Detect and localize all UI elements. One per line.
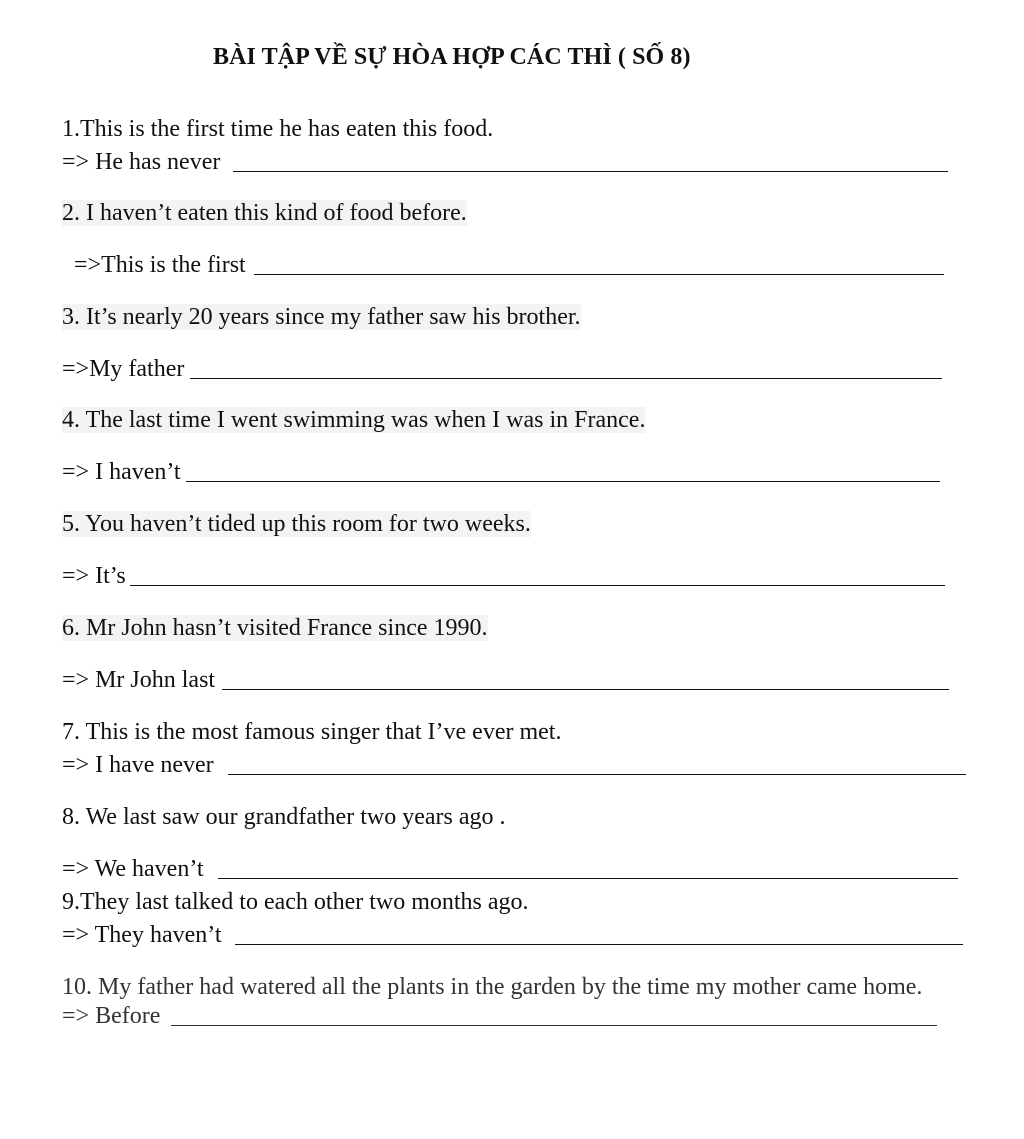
answer-blank-10[interactable] — [171, 1025, 937, 1026]
question-5 — [62, 509, 531, 539]
question-5-text: 5. You haven’t tided up this room for two weeks. — [62, 511, 531, 537]
answer-prompt-10: => Before — [62, 1003, 161, 1029]
answer-blank-4[interactable] — [186, 481, 940, 482]
question-4-text: 4. The last time I went swimming was when I was in France. — [62, 407, 646, 433]
question-3-text: 3. It’s nearly 20 years since my father saw his brother. — [62, 304, 581, 330]
question-2-text: 2. I haven’t eaten this kind of food before. — [62, 200, 467, 226]
question-2 — [62, 198, 467, 228]
answer-prompt-3: =>My father — [62, 356, 185, 382]
page-title: BÀI TẬP VỀ SỰ HÒA HỢP CÁC THÌ ( SỐ 8) — [213, 44, 691, 70]
question-6-text: 6. Mr John hasn’t visited France since 1990. — [62, 615, 488, 641]
answer-blank-5[interactable] — [130, 585, 945, 586]
answer-prompt-4: => I haven’t — [62, 459, 181, 485]
question-9: 9.They last talked to each other two months ago. — [62, 889, 529, 915]
question-6 — [62, 613, 488, 643]
question-3 — [62, 302, 581, 332]
answer-blank-3[interactable] — [190, 378, 942, 379]
answer-prompt-9: => They haven’t — [62, 922, 222, 948]
question-4 — [62, 405, 645, 435]
answer-blank-8[interactable] — [218, 878, 958, 879]
answer-blank-9[interactable] — [235, 944, 963, 945]
answer-blank-7[interactable] — [228, 774, 966, 775]
answer-prompt-8: => We haven’t — [62, 856, 204, 882]
answer-blank-6[interactable] — [222, 689, 949, 690]
answer-blank-2[interactable] — [254, 274, 944, 275]
answer-prompt-6: => Mr John last — [62, 667, 216, 693]
answer-blank-1[interactable] — [233, 171, 948, 172]
answer-prompt-7: => I have never — [62, 752, 214, 778]
answer-prompt-1: => He has never — [62, 149, 221, 175]
question-8: 8. We last saw our grandfather two years ago . — [62, 804, 506, 830]
question-7: 7. This is the most famous singer that I’ve ever met. — [62, 719, 562, 745]
question-10: 10. My father had watered all the plants in the garden by the time my mother came home. — [62, 974, 923, 1000]
answer-prompt-2: =>This is the first — [62, 252, 246, 278]
answer-prompt-5: => It’s — [62, 563, 126, 589]
question-1: 1.This is the first time he has eaten this food. — [62, 116, 494, 142]
